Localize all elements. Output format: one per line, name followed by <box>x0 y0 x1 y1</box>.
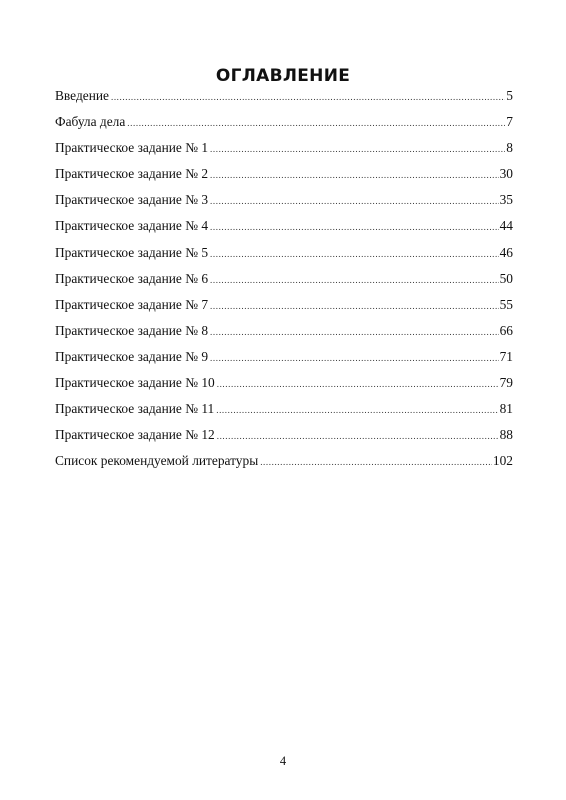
dot-leader <box>216 405 498 415</box>
toc-entry[interactable] <box>55 427 513 453</box>
toc-entry[interactable] <box>55 114 513 140</box>
toc-entry-label: Практическое задание № 6 <box>55 270 209 286</box>
toc-entry[interactable] <box>55 349 513 375</box>
dot-leader <box>210 327 499 337</box>
toc-entry[interactable] <box>55 140 513 166</box>
toc-entry[interactable] <box>55 323 513 349</box>
dot-leader <box>210 144 505 154</box>
toc-entry-label: Практическое задание № 9 <box>55 348 209 364</box>
toc-entry-label: Практическое задание № 10 <box>55 375 215 391</box>
toc-entry[interactable] <box>55 401 513 427</box>
toc-entry-page: 79 <box>499 375 513 391</box>
toc-entry-page: 81 <box>499 401 513 417</box>
toc-entry-page: 46 <box>499 244 513 260</box>
table-of-contents <box>55 88 513 479</box>
toc-entry[interactable] <box>55 297 513 323</box>
toc-entry-label: Практическое задание № 1 <box>55 140 209 156</box>
page-title: ОГЛАВЛЕНИЕ <box>215 66 351 86</box>
dot-leader <box>210 301 499 311</box>
toc-entry-page: 8 <box>506 140 513 156</box>
toc-entry[interactable] <box>55 166 513 192</box>
toc-entry-label: Фабула дела <box>55 114 126 130</box>
toc-entry[interactable] <box>55 271 513 297</box>
toc-entry-label: Практическое задание № 12 <box>55 427 215 443</box>
dot-leader <box>111 92 505 102</box>
page-number: 4 <box>279 754 287 768</box>
toc-entry[interactable] <box>55 88 513 114</box>
toc-entry[interactable] <box>55 375 513 401</box>
toc-entry[interactable] <box>55 192 513 218</box>
toc-entry-page: 71 <box>499 348 513 364</box>
dot-leader <box>210 275 499 285</box>
toc-entry-label: Введение <box>55 88 109 103</box>
toc-entry-page: 88 <box>499 427 513 443</box>
toc-entry[interactable] <box>55 453 513 479</box>
toc-entry-page: 5 <box>506 88 513 103</box>
toc-entry-label: Практическое задание № 8 <box>55 322 209 338</box>
toc-entry-page: 55 <box>499 296 513 312</box>
dot-leader <box>127 118 505 128</box>
toc-entry-page: 44 <box>499 218 513 234</box>
toc-entry-page: 7 <box>506 114 513 130</box>
dot-leader <box>210 222 499 232</box>
toc-entry-label: Список рекомендуемой литературы <box>55 453 259 469</box>
toc-entry-label: Практическое задание № 4 <box>55 218 209 234</box>
dot-leader <box>217 431 499 441</box>
toc-entry[interactable] <box>55 218 513 244</box>
toc-entry-label: Практическое задание № 3 <box>55 192 209 208</box>
dot-leader <box>217 379 499 389</box>
toc-entry-page: 50 <box>499 270 513 286</box>
toc-entry-page: 66 <box>499 322 513 338</box>
dot-leader <box>260 457 492 467</box>
toc-entry-page: 30 <box>499 166 513 182</box>
toc-entry-label: Практическое задание № 5 <box>55 244 209 260</box>
toc-entry-page: 35 <box>499 192 513 208</box>
dot-leader <box>210 196 499 206</box>
dot-leader <box>210 249 499 259</box>
toc-entry-label: Практическое задание № 2 <box>55 166 209 182</box>
dot-leader <box>210 353 499 363</box>
dot-leader <box>210 170 499 180</box>
toc-entry-page: 102 <box>492 453 513 469</box>
toc-entry[interactable] <box>55 245 513 271</box>
toc-entry-label: Практическое задание № 11 <box>55 401 215 417</box>
toc-entry-label: Практическое задание № 7 <box>55 296 209 312</box>
